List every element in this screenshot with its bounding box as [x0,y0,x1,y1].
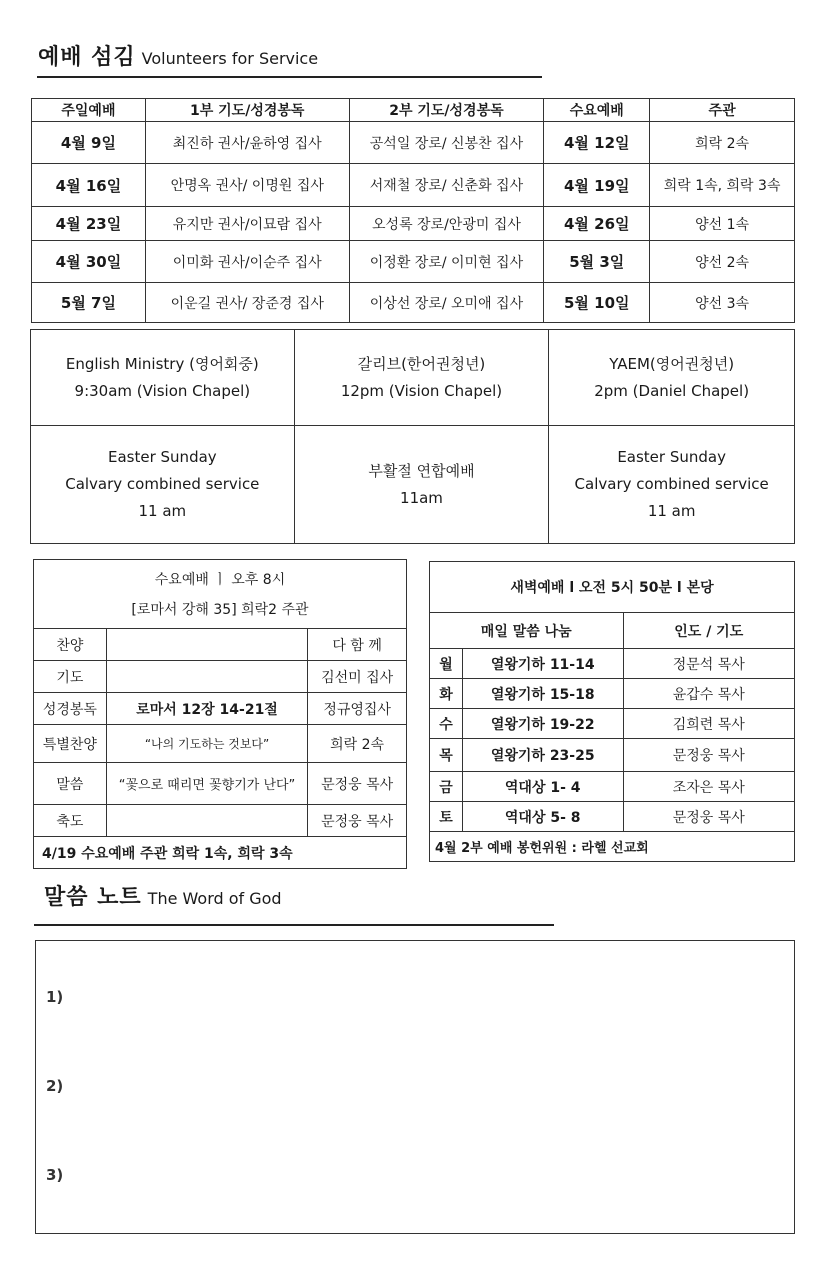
table-row [430,649,795,679]
table-cell: 조자은 목사 [623,772,795,802]
table-cell [106,661,307,693]
dawn-col-headers [430,613,795,649]
table-row [430,739,795,772]
table-cell: 유지만 권사/이묘람 집사 [145,207,349,241]
table-cell: 찬양 [34,629,107,661]
table-cell: 정문석 목사 [623,649,795,679]
table-cell: 말씀 [34,763,107,805]
table-cell: 5월 10일 [544,283,650,323]
table-row [32,283,795,323]
volunteers-header-row [32,99,795,122]
table-cell: 4월 12일 [544,122,650,164]
note-number: 1) [46,988,64,1006]
table-cell: 열왕기하 11-14 [462,649,623,679]
table-row [430,709,795,739]
wednesday-header [34,560,407,629]
wednesday-subtitle: [로마서 강해 35] 희락2 주관 [131,602,309,618]
dawn-header [430,562,795,613]
table-cell: 최진하 권사/윤하영 집사 [145,122,349,164]
table-cell: 공석일 장로/ 신봉찬 집사 [349,122,544,164]
table-cell: 김희련 목사 [623,709,795,739]
table-cell: 금 [430,772,463,802]
table-cell: 정규영집사 [308,693,407,725]
table-cell: 4월 23일 [32,207,146,241]
table-cell: 희락 2속 [308,725,407,763]
easter-line: Easter Sunday [617,448,726,466]
table-row [430,802,795,832]
table-cell: 4월 9일 [32,122,146,164]
notes-box[interactable] [35,940,795,1234]
wednesday-table [33,559,407,869]
table-cell: 다 함 께 [308,629,407,661]
easter-row [31,426,795,544]
volunteers-subtitle: Volunteers for Service [141,49,319,68]
table-cell: “나의 기도하는 것보다” [106,725,307,763]
table-row [34,763,407,805]
wednesday-footer: 4/19 수요예배 주관 희락 1속, 희락 3속 [34,837,407,869]
table-cell: 5월 3일 [544,241,650,283]
table-cell: 오성록 장로/안광미 집사 [349,207,544,241]
volunteers-divider [37,76,542,78]
table-cell: 문정웅 목사 [623,802,795,832]
easter-line: 11 am [647,502,696,520]
wednesday-header-cell [34,560,407,629]
table-row [32,207,795,241]
easter-line: 11 am [138,502,187,520]
table-cell [106,629,307,661]
table-cell: 5월 7일 [32,283,146,323]
table-cell: 열왕기하 23-25 [462,739,623,772]
table-row [34,693,407,725]
table-cell: 성경봉독 [34,693,107,725]
volunteers-table [31,98,795,323]
table-cell: 양선 2속 [650,241,795,283]
table-cell: 서재철 장로/ 신춘화 집사 [349,164,544,207]
ministries-row [31,330,795,426]
easter-line: 부활절 연합예배 [368,461,475,480]
easter-line: Easter Sunday [108,448,217,466]
ministry-yaem [549,330,795,426]
dawn-title: 새벽예배 l 오전 5시 50분 l 본당 [430,562,795,613]
table-row [34,661,407,693]
dawn-col-leader: 인도 / 기도 [623,613,795,649]
table-cell: 안명옥 권사/ 이명원 집사 [145,164,349,207]
notes-divider [34,924,554,926]
table-row [430,772,795,802]
table-cell: 목 [430,739,463,772]
volunteers-title-text: 예배 섬김 [38,45,136,70]
table-cell: 로마서 12장 14-21절 [106,693,307,725]
header-wednesday: 수요예배 [544,99,650,122]
wednesday-footer-row [34,837,407,869]
table-cell: 김선미 집사 [308,661,407,693]
wednesday-title: 수요예배 ㅣ 오후 8시 [154,572,286,588]
notes-title [44,880,282,911]
table-row [430,679,795,709]
dawn-col-reading: 매일 말씀 나눔 [430,613,624,649]
table-cell: 이정환 장로/ 이미현 집사 [349,241,544,283]
volunteers-title [38,40,318,71]
table-cell: 양선 3속 [650,283,795,323]
table-row [34,725,407,763]
table-cell: 수 [430,709,463,739]
table-row [34,629,407,661]
table-cell: 화 [430,679,463,709]
table-cell: 특별찬양 [34,725,107,763]
ministry-name: YAEM(영어권청년) [609,354,735,373]
ministries-table [30,329,795,544]
notes-title-text: 말씀 노트 [44,885,142,910]
ministry-name: English Ministry (영어회중) [65,354,259,373]
table-cell: 이미화 권사/이순주 집사 [145,241,349,283]
table-cell: 4월 16일 [32,164,146,207]
header-second-service: 2부 기도/성경봉독 [349,99,544,122]
dawn-table [429,561,795,862]
table-row [32,241,795,283]
table-cell: 축도 [34,805,107,837]
ministry-english [31,330,295,426]
easter-line: 11am [400,488,443,507]
easter-line: Calvary combined service [65,475,260,493]
easter-line: Calvary combined service [574,475,769,493]
ministry-name: 갈리브(한어권청년) [357,354,486,373]
table-cell: 역대상 1- 4 [462,772,623,802]
note-number: 2) [46,1077,64,1095]
table-cell: 토 [430,802,463,832]
table-cell: 희락 1속, 희락 3속 [650,164,795,207]
table-cell: 4월 26일 [544,207,650,241]
table-cell: 열왕기하 19-22 [462,709,623,739]
table-cell: 열왕기하 15-18 [462,679,623,709]
ministry-galib [294,330,549,426]
header-first-service: 1부 기도/성경봉독 [145,99,349,122]
table-cell: 희락 2속 [650,122,795,164]
table-row [32,122,795,164]
header-host: 주관 [650,99,795,122]
ministry-time: 12pm (Vision Chapel) [340,381,503,400]
table-cell: 이상선 장로/ 오미애 집사 [349,283,544,323]
ministry-time: 2pm (Daniel Chapel) [594,381,750,400]
dawn-footer: 4월 2부 예배 봉헌위원 : 라헬 선교회 [430,832,795,862]
note-number: 3) [46,1166,64,1184]
table-cell: 월 [430,649,463,679]
table-cell: 이운길 권사/ 장준경 집사 [145,283,349,323]
table-cell: 기도 [34,661,107,693]
table-cell: 4월 30일 [32,241,146,283]
table-cell: 문정웅 목사 [308,763,407,805]
notes-subtitle: The Word of God [147,889,282,908]
table-cell: 4월 19일 [544,164,650,207]
table-cell: 문정웅 목사 [623,739,795,772]
table-cell: 양선 1속 [650,207,795,241]
table-cell [106,805,307,837]
easter-english [31,426,295,544]
table-cell: 역대상 5- 8 [462,802,623,832]
table-row [34,805,407,837]
ministry-time: 9:30am (Vision Chapel) [74,381,251,400]
dawn-footer-row [430,832,795,862]
table-cell: 문정웅 목사 [308,805,407,837]
header-sunday: 주일예배 [32,99,146,122]
table-cell: “꽃으로 때리면 꽃향기가 난다” [106,763,307,805]
easter-yaem [549,426,795,544]
easter-galib [294,426,549,544]
table-row [32,164,795,207]
table-cell: 윤갑수 목사 [623,679,795,709]
